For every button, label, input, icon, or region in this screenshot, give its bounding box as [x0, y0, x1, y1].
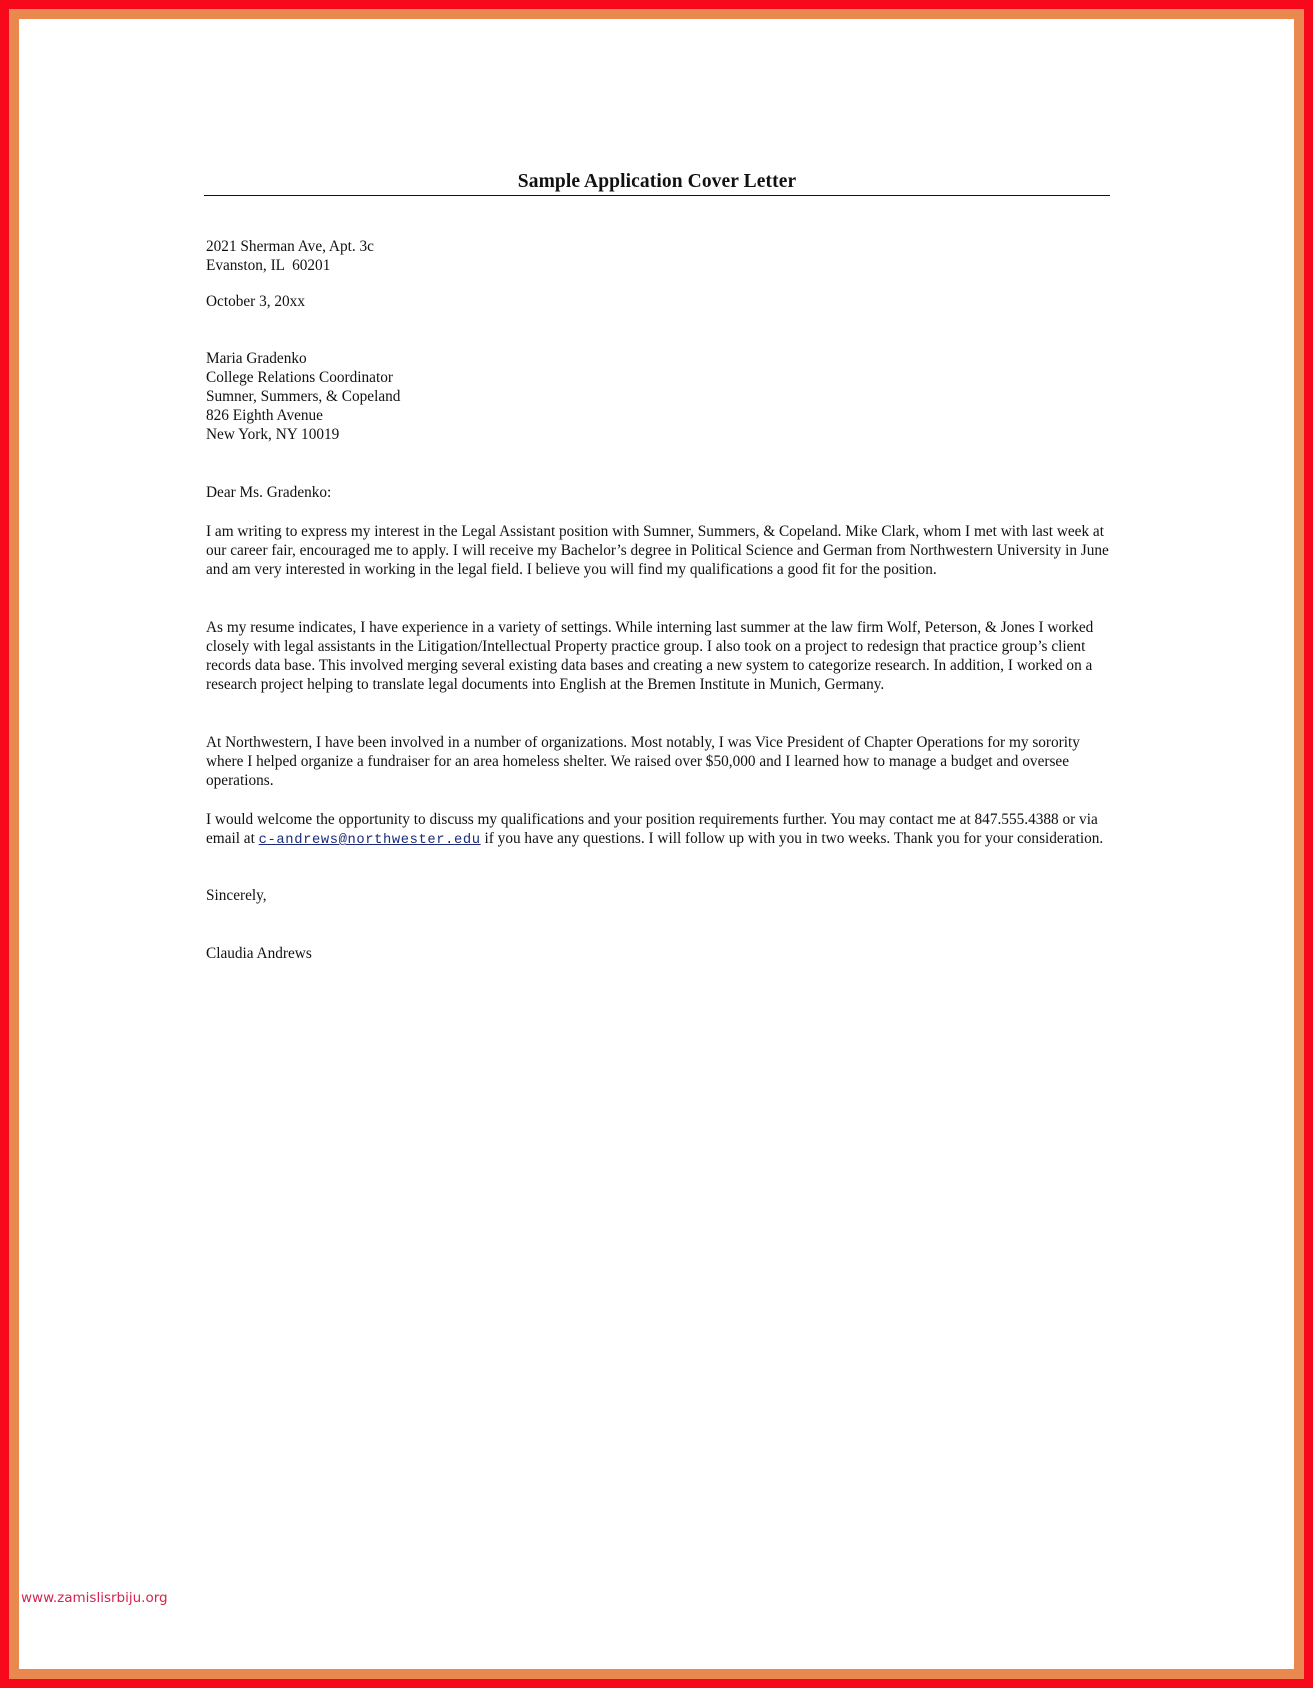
sender-address-line: Evanston, IL 60201 — [206, 257, 331, 274]
recipient-city: New York, NY 10019 — [206, 426, 340, 443]
recipient-name: Maria Gradenko — [206, 350, 307, 367]
salutation: Dear Ms. Gradenko: — [206, 484, 332, 501]
closing-text-after-email: if you have any questions. I will follow up with you in two weeks. Thank you for your consideration. — [480, 830, 1104, 847]
closing-paragraph — [206, 810, 1110, 850]
watermark-url: www.zamislisrbiju.org — [21, 1590, 168, 1606]
signature-name: Claudia Andrews — [206, 945, 312, 962]
letter-title: Sample Application Cover Letter — [517, 171, 797, 192]
body-paragraph-2: As my resume indicates, I have experience in a variety of settings. While interning last summer at the law firm Wolf, Peterson, & Jones I worked closely with legal assistants in the Litigation/Intellectual Property practice group. I also took on a project to redesign that practice group’s client records data base. This involved merging several existing data bases and creating a new system to categorize research. In addition, I worked on a research project helping to translate legal documents into English at the Bremen Institute in Munich, Germany. — [206, 619, 1094, 693]
email-link[interactable]: c-andrews@northwester.edu — [258, 833, 481, 848]
cover-letter — [19, 19, 1294, 1669]
sign-off: Sincerely, — [206, 887, 267, 904]
closing-text-before-email: I would welcome the opportunity to discuss my qualifications and your position requirements further. You may contact me at 847.555.4388 or via email at — [206, 811, 1098, 847]
title-underline — [204, 195, 1110, 196]
recipient-address — [206, 349, 1106, 444]
recipient-company: Sumner, Summers, & Copeland — [206, 388, 401, 405]
recipient-street: 826 Eighth Avenue — [206, 407, 323, 424]
body-paragraph-3: At Northwestern, I have been involved in a number of organizations. Most notably, I was Vice President of Chapter Operations for my sorority where I helped organize a fundraiser for an area homeless shelter. We raised over $50,000 and I learned how to manage a budget and oversee operations. — [206, 734, 1080, 789]
letter-page — [19, 19, 1294, 1669]
recipient-title: College Relations Coordinator — [206, 369, 393, 386]
letter-date: October 3, 20xx — [206, 293, 305, 310]
body-paragraph-1: I am writing to express my interest in the Legal Assistant position with Sumner, Summers, & Copeland. Mike Clark, whom I met with last week at our career fair, encouraged me to apply. I will receive my Bachelor’s degree in Political Science and German from Northwestern University in June and am very interested in working in the legal field. I believe you will find my qualifications a good fit for the position. — [206, 523, 1109, 578]
sender-address-line: 2021 Sherman Ave, Apt. 3c — [206, 238, 374, 255]
sender-address — [206, 237, 1106, 275]
